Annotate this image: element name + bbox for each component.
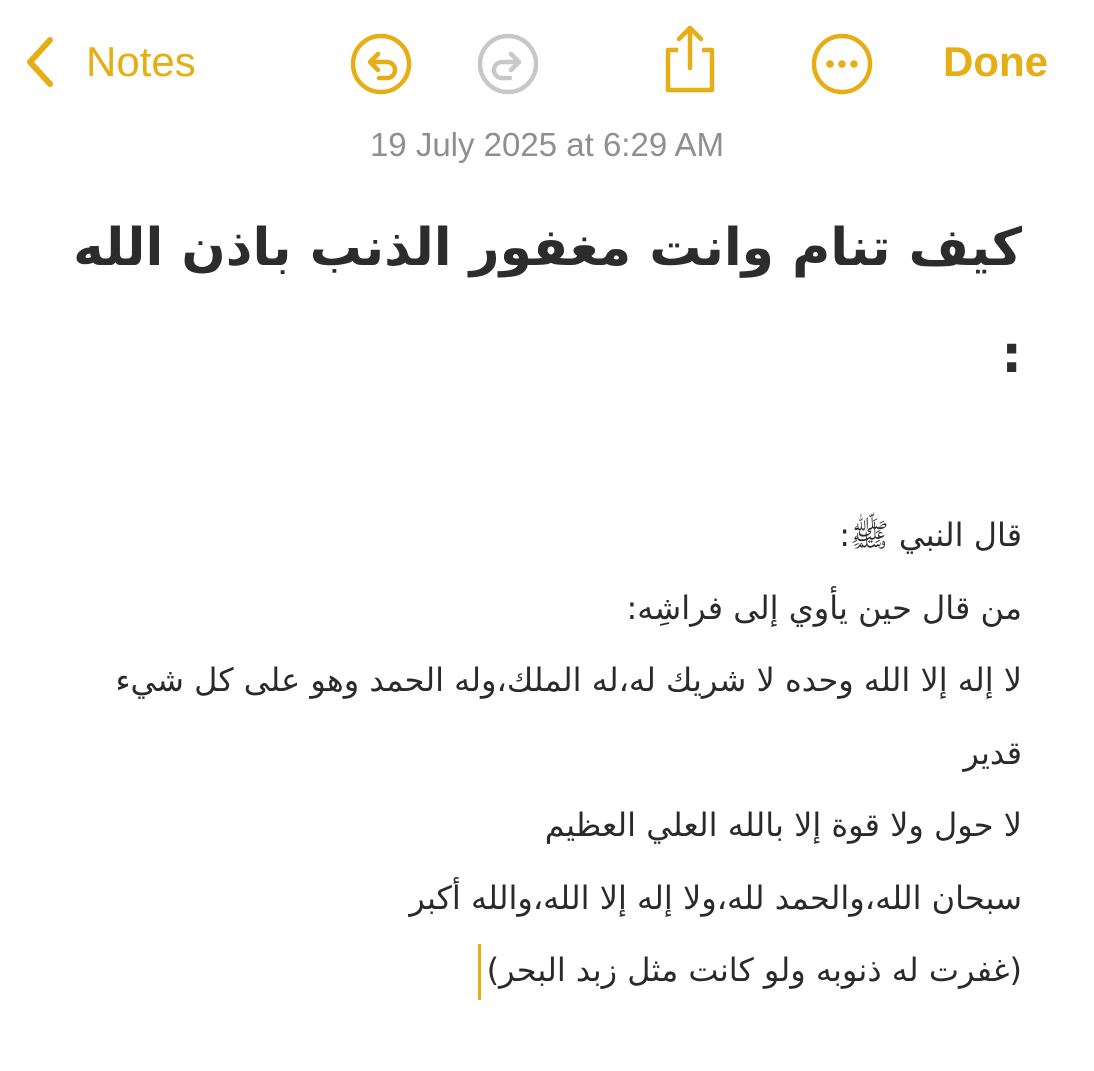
back-label: Notes	[86, 38, 196, 85]
note-timestamp: 19 July 2025 at 6:29 AM	[369, 126, 725, 163]
more-icon	[810, 32, 874, 96]
more-button[interactable]	[810, 32, 874, 96]
done-button[interactable]: Done	[943, 38, 1048, 85]
note-body[interactable]	[70, 499, 1022, 1007]
navigation-toolbar	[0, 0, 1094, 125]
chevron-left-icon	[22, 34, 58, 90]
redo-button[interactable]	[476, 32, 540, 96]
note-title[interactable]: كيف تنام وانت مغفور الذنب باذن الله :	[73, 218, 1022, 385]
note-line: قال النبي ﷺ:	[839, 516, 1022, 554]
undo-icon	[349, 32, 413, 96]
note-line-text: (غفرت له ذنوبه ولو كانت مثل زبد البحر)	[486, 951, 1022, 989]
text-cursor	[478, 944, 481, 1000]
note-line: من قال حين يأوي إلى فراشِه:	[626, 588, 1022, 627]
note-line-last	[70, 934, 1022, 1007]
back-button[interactable]	[22, 34, 196, 90]
undo-button[interactable]	[349, 32, 413, 96]
note-line: لا حول ولا قوة إلا بالله العلي العظيم	[544, 806, 1022, 844]
note-line: لا إله إلا الله وحده لا شريك له،له الملك،وله الحمد وهو على كل شيء قدير	[115, 661, 1022, 772]
redo-icon	[476, 32, 540, 96]
share-icon	[658, 24, 722, 94]
note-line: سبحان الله،والحمد لله،ولا إله إلا الله،والله أكبر	[409, 878, 1022, 917]
note-editor[interactable]	[70, 195, 1022, 1007]
share-button[interactable]	[658, 24, 722, 94]
